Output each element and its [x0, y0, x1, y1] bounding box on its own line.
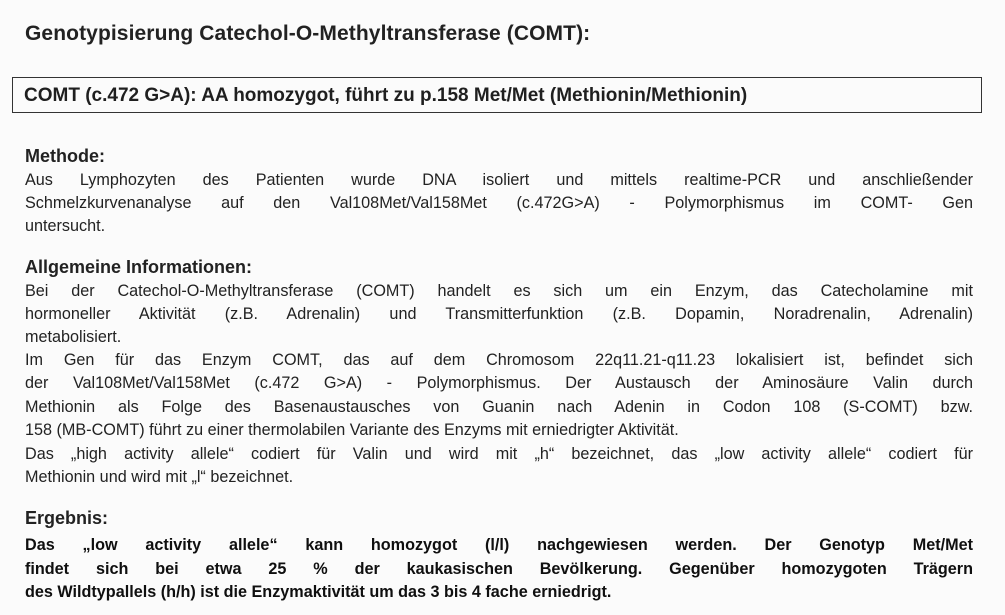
info-line-7: 158 (MB-COMT) führt zu einer thermolabilen Variante des Enzyms mit erniedrigter Aktivität. — [25, 421, 679, 439]
ergebnis-line-3: des Wildtypallels (h/h) ist die Enzymaktivität um das 3 bis 4 fache erniedrigt. — [25, 583, 612, 601]
ergebnis-line-2: findet sich bei etwa 25 % der kaukasischen Bevölkerung. Gegenüber homozygoten Trägern — [25, 560, 973, 578]
ergebnis-line-1: Das „low activity allele“ kann homozygot (l/l) nachgewiesen werden. Der Genotyp Met/Met — [25, 536, 973, 554]
allgemeine-informationen-heading: Allgemeine Informationen: — [25, 257, 253, 277]
methode-line-1: Aus Lymphozyten des Patienten wurde DNA isoliert und mittels realtime-PCR und anschließender — [25, 171, 973, 189]
methode-line-3: untersucht. — [25, 217, 106, 235]
info-line-1: Bei der Catechol-O-Methyltransferase (COMT) handelt es sich um ein Enzym, das Catecholamine mit — [25, 282, 973, 300]
info-line-8: Das „high activity allele“ codiert für Valin und wird mit „h“ bezeichnet, das „low activity allele“ codiert für — [25, 445, 973, 463]
methode-heading: Methode: — [25, 146, 105, 166]
info-line-3: metabolisiert. — [25, 328, 122, 346]
result-summary-box — [12, 77, 982, 113]
info-line-5: der Val108Met/Val158Met (c.472 G>A) - Polymorphismus. Der Austausch der Aminosäure Valin durch — [25, 374, 973, 392]
document-title: Genotypisierung Catechol-O-Methyltransferase (COMT): — [25, 22, 591, 45]
info-line-6: Methionin als Folge des Basenaustausches von Guanin nach Adenin in Codon 108 (S-COMT) bzw. — [25, 398, 973, 416]
info-line-9: Methionin und wird mit „l“ bezeichnet. — [25, 468, 294, 486]
methode-line-2: Schmelzkurvenanalyse auf den Val108Met/Val158Met (c.472G>A) - Polymorphismus im COMT- Gen — [25, 194, 973, 212]
info-line-2: hormoneller Aktivität (z.B. Adrenalin) und Transmitterfunktion (z.B. Dopamin, Noradrenalin, Adrenalin) — [25, 305, 973, 323]
ergebnis-heading: Ergebnis: — [25, 508, 109, 528]
result-summary-text: COMT (c.472 G>A): AA homozygot, führt zu p.158 Met/Met (Methionin/Methionin) — [24, 85, 748, 106]
info-line-4: Im Gen für das Enzym COMT, das auf dem Chromosom 22q11.21-q11.23 lokalisiert ist, befindet sich — [25, 351, 973, 369]
